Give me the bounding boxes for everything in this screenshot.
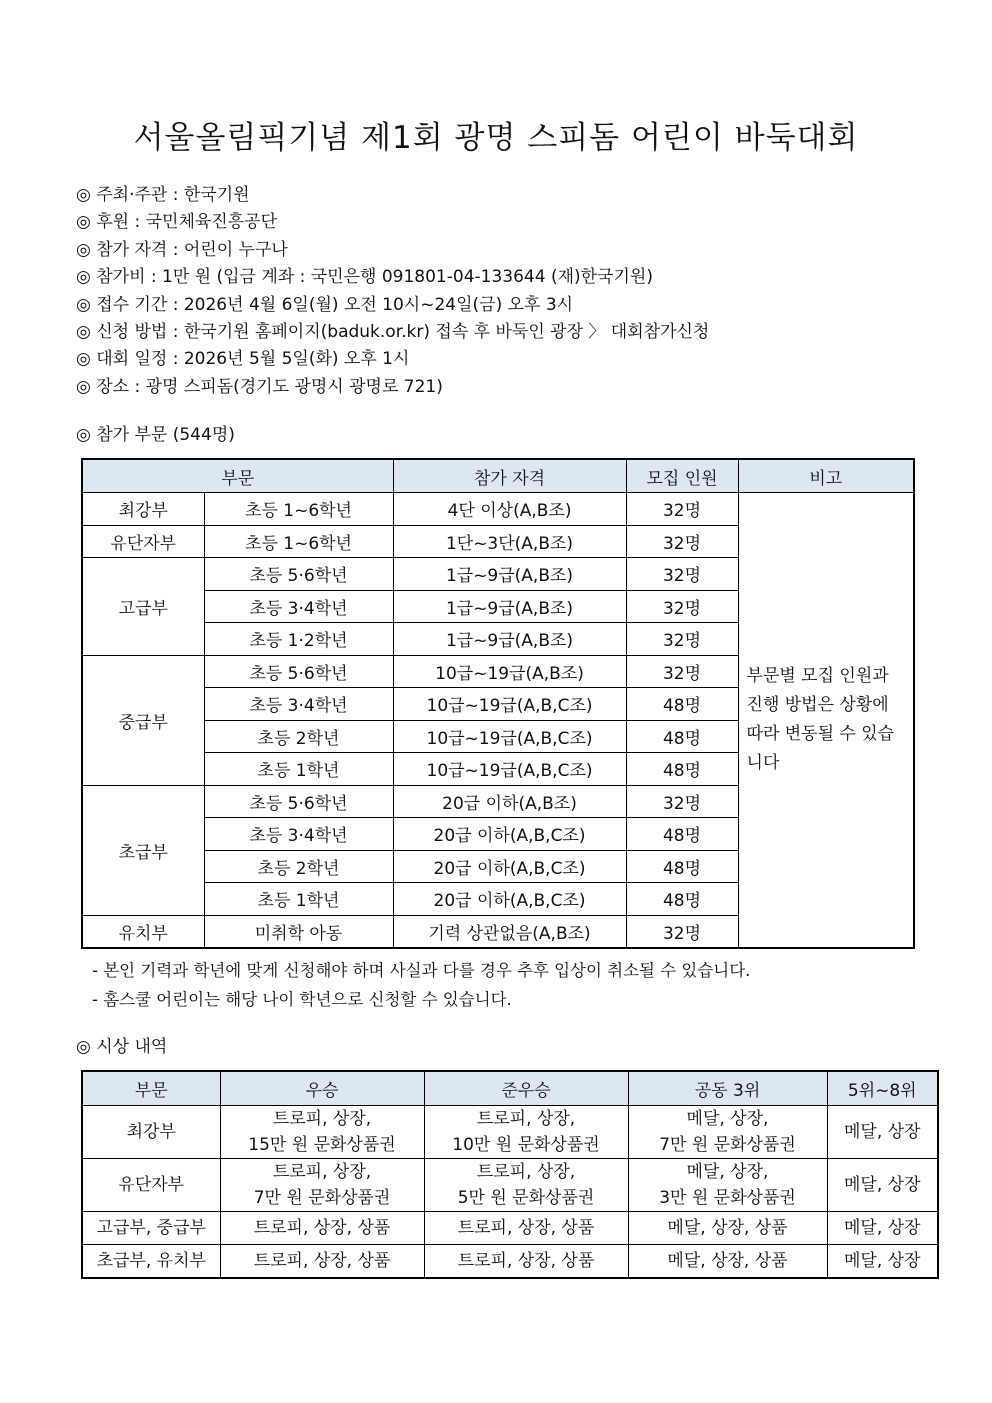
notes-list xyxy=(92,956,750,1014)
note-item: - 본인 기력과 학년에 맞게 신청해야 하며 사실과 다를 경우 추후 입상이 취소될 수 있습니다. xyxy=(92,961,751,980)
info-list xyxy=(76,182,709,401)
note-item: - 홈스쿨 어린이는 해당 나이 학년으로 신청할 수 있습니다. xyxy=(92,990,512,1009)
qualification-cell: 20급 이하(A,B,C조) xyxy=(393,850,626,883)
award-line: 메달, 상장, xyxy=(686,1109,769,1129)
grade-cell: 미취학 아동 xyxy=(204,915,393,948)
awards-table xyxy=(81,1070,939,1279)
capacity-cell: 32명 xyxy=(626,558,738,591)
divisions-heading: ◎ 참가 부문 (544명) xyxy=(76,425,235,445)
award-division: 고급부, 중급부 xyxy=(82,1212,220,1245)
header-award-division: 부문 xyxy=(82,1071,220,1106)
info-schedule: ◎ 대회 일정 : 2026년 5월 5일(화) 오후 1시 xyxy=(76,349,410,370)
award-division: 초급부, 유치부 xyxy=(82,1245,220,1278)
award-line: 7만 원 문화상품권 xyxy=(253,1188,391,1208)
award-fifth: 메달, 상장 xyxy=(827,1212,938,1245)
grade-cell: 초등 2학년 xyxy=(204,850,393,883)
grade-cell: 초등 1·2학년 xyxy=(204,623,393,656)
remark-cell: 부문별 모집 인원과 진행 방법은 상황에 따라 변동될 수 있습니다 xyxy=(738,493,914,948)
table-row xyxy=(82,1245,938,1278)
info-application-method: ◎ 신청 방법 : 한국기원 홈페이지(baduk.or.kr) 접속 후 바둑인 광장 〉 대회참가신청 xyxy=(76,321,710,342)
award-second: 트로피, 상장, 상품 xyxy=(424,1212,628,1245)
award-second xyxy=(424,1159,628,1212)
award-line: 3만 원 문화상품권 xyxy=(659,1188,796,1208)
award-line: 10만 원 문화상품권 xyxy=(452,1135,600,1155)
capacity-cell: 48명 xyxy=(626,720,738,753)
capacity-cell: 32명 xyxy=(626,525,738,558)
qualification-cell: 기력 상관없음(A,B조) xyxy=(393,915,626,948)
qualification-cell: 10급~19급(A,B,C조) xyxy=(393,688,626,721)
header-first: 우승 xyxy=(220,1071,424,1106)
division-name: 고급부 xyxy=(82,558,204,656)
capacity-cell: 32명 xyxy=(626,493,738,526)
capacity-cell: 48명 xyxy=(626,688,738,721)
grade-cell: 초등 5·6학년 xyxy=(204,655,393,688)
table-row xyxy=(82,493,914,526)
award-second xyxy=(424,1106,628,1159)
qualification-cell: 1단~3단(A,B조) xyxy=(393,525,626,558)
capacity-cell: 48명 xyxy=(626,818,738,851)
divisions-table xyxy=(81,458,915,949)
header-second: 준우승 xyxy=(424,1071,628,1106)
award-first: 트로피, 상장, 상품 xyxy=(220,1245,424,1278)
capacity-cell: 32명 xyxy=(626,623,738,656)
grade-cell: 초등 3·4학년 xyxy=(204,688,393,721)
award-line: 트로피, 상장, xyxy=(476,1162,576,1182)
grade-cell: 초등 5·6학년 xyxy=(204,558,393,591)
capacity-cell: 32명 xyxy=(626,785,738,818)
division-name: 중급부 xyxy=(82,655,204,785)
award-second: 트로피, 상장, 상품 xyxy=(424,1245,628,1278)
grade-cell: 초등 1~6학년 xyxy=(204,525,393,558)
header-qualification: 참가 자격 xyxy=(393,459,626,493)
award-first: 트로피, 상장, 상품 xyxy=(220,1212,424,1245)
award-third xyxy=(628,1159,827,1212)
award-line: 메달, 상장, xyxy=(686,1162,769,1182)
award-third xyxy=(628,1106,827,1159)
table-row xyxy=(82,1159,938,1212)
qualification-cell: 20급 이하(A,B조) xyxy=(393,785,626,818)
info-host: ◎ 주최·주관 : 한국기원 xyxy=(76,185,250,205)
award-line: 15만 원 문화상품권 xyxy=(248,1135,396,1155)
qualification-cell: 10급~19급(A,B,C조) xyxy=(393,720,626,753)
capacity-cell: 48명 xyxy=(626,850,738,883)
award-fifth: 메달, 상장 xyxy=(827,1159,938,1212)
award-third: 메달, 상장, 상품 xyxy=(628,1245,827,1278)
division-name: 유단자부 xyxy=(82,525,204,558)
qualification-cell: 1급~9급(A,B조) xyxy=(393,623,626,656)
header-fifth-eighth: 5위~8위 xyxy=(827,1071,938,1106)
award-third: 메달, 상장, 상품 xyxy=(628,1212,827,1245)
award-first xyxy=(220,1159,424,1212)
capacity-cell: 32명 xyxy=(626,915,738,948)
grade-cell: 초등 5·6학년 xyxy=(204,785,393,818)
header-remark: 비고 xyxy=(738,459,914,493)
division-name: 초급부 xyxy=(82,785,204,915)
grade-cell: 초등 1~6학년 xyxy=(204,493,393,526)
award-fifth: 메달, 상장 xyxy=(827,1245,938,1278)
award-line: 5만 원 문화상품권 xyxy=(457,1188,595,1208)
qualification-cell: 1급~9급(A,B조) xyxy=(393,590,626,623)
award-line: 트로피, 상장, xyxy=(272,1162,372,1182)
grade-cell: 초등 1학년 xyxy=(204,753,393,786)
header-capacity: 모집 인원 xyxy=(626,459,738,493)
grade-cell: 초등 2학년 xyxy=(204,720,393,753)
award-first xyxy=(220,1106,424,1159)
qualification-cell: 1급~9급(A,B조) xyxy=(393,558,626,591)
award-division: 유단자부 xyxy=(82,1159,220,1212)
table-row xyxy=(82,1106,938,1159)
qualification-cell: 10급~19급(A,B,C조) xyxy=(393,753,626,786)
award-line: 트로피, 상장, xyxy=(272,1109,372,1129)
grade-cell: 초등 3·4학년 xyxy=(204,590,393,623)
award-fifth: 메달, 상장 xyxy=(827,1106,938,1159)
capacity-cell: 32명 xyxy=(626,655,738,688)
capacity-cell: 32명 xyxy=(626,590,738,623)
info-sponsor: ◎ 후원 : 국민체육진흥공단 xyxy=(76,212,277,233)
info-eligibility: ◎ 참가 자격 : 어린이 누구나 xyxy=(76,239,288,260)
grade-cell: 초등 3·4학년 xyxy=(204,818,393,851)
award-line: 7만 원 문화상품권 xyxy=(659,1135,796,1155)
qualification-cell: 4단 이상(A,B조) xyxy=(393,493,626,526)
info-venue: ◎ 장소 : 광명 스피돔(경기도 광명시 광명로 721) xyxy=(76,376,443,397)
info-registration-period: ◎ 접수 기간 : 2026년 4월 6일(월) 오전 10시~24일(금) 오후 3시 xyxy=(76,294,574,315)
qualification-cell: 10급~19급(A,B조) xyxy=(393,655,626,688)
division-name: 최강부 xyxy=(82,493,204,526)
qualification-cell: 20급 이하(A,B,C조) xyxy=(393,818,626,851)
capacity-cell: 48명 xyxy=(626,753,738,786)
award-line: 트로피, 상장, xyxy=(476,1109,576,1129)
capacity-cell: 48명 xyxy=(626,883,738,916)
awards-heading: ◎ 시상 내역 xyxy=(76,1037,168,1057)
table-row xyxy=(82,1212,938,1245)
award-division: 최강부 xyxy=(82,1106,220,1159)
qualification-cell: 20급 이하(A,B,C조) xyxy=(393,883,626,916)
division-name: 유치부 xyxy=(82,915,204,948)
header-division: 부문 xyxy=(82,459,393,493)
page-title: 서울올림픽기념 제1회 광명 스피돔 어린이 바둑대회 xyxy=(133,120,859,156)
header-third: 공동 3위 xyxy=(628,1071,827,1106)
grade-cell: 초등 1학년 xyxy=(204,883,393,916)
info-fee: ◎ 참가비 : 1만 원 (입금 계좌 : 국민은행 091801-04-133644 (재)한국기원) xyxy=(76,267,653,288)
